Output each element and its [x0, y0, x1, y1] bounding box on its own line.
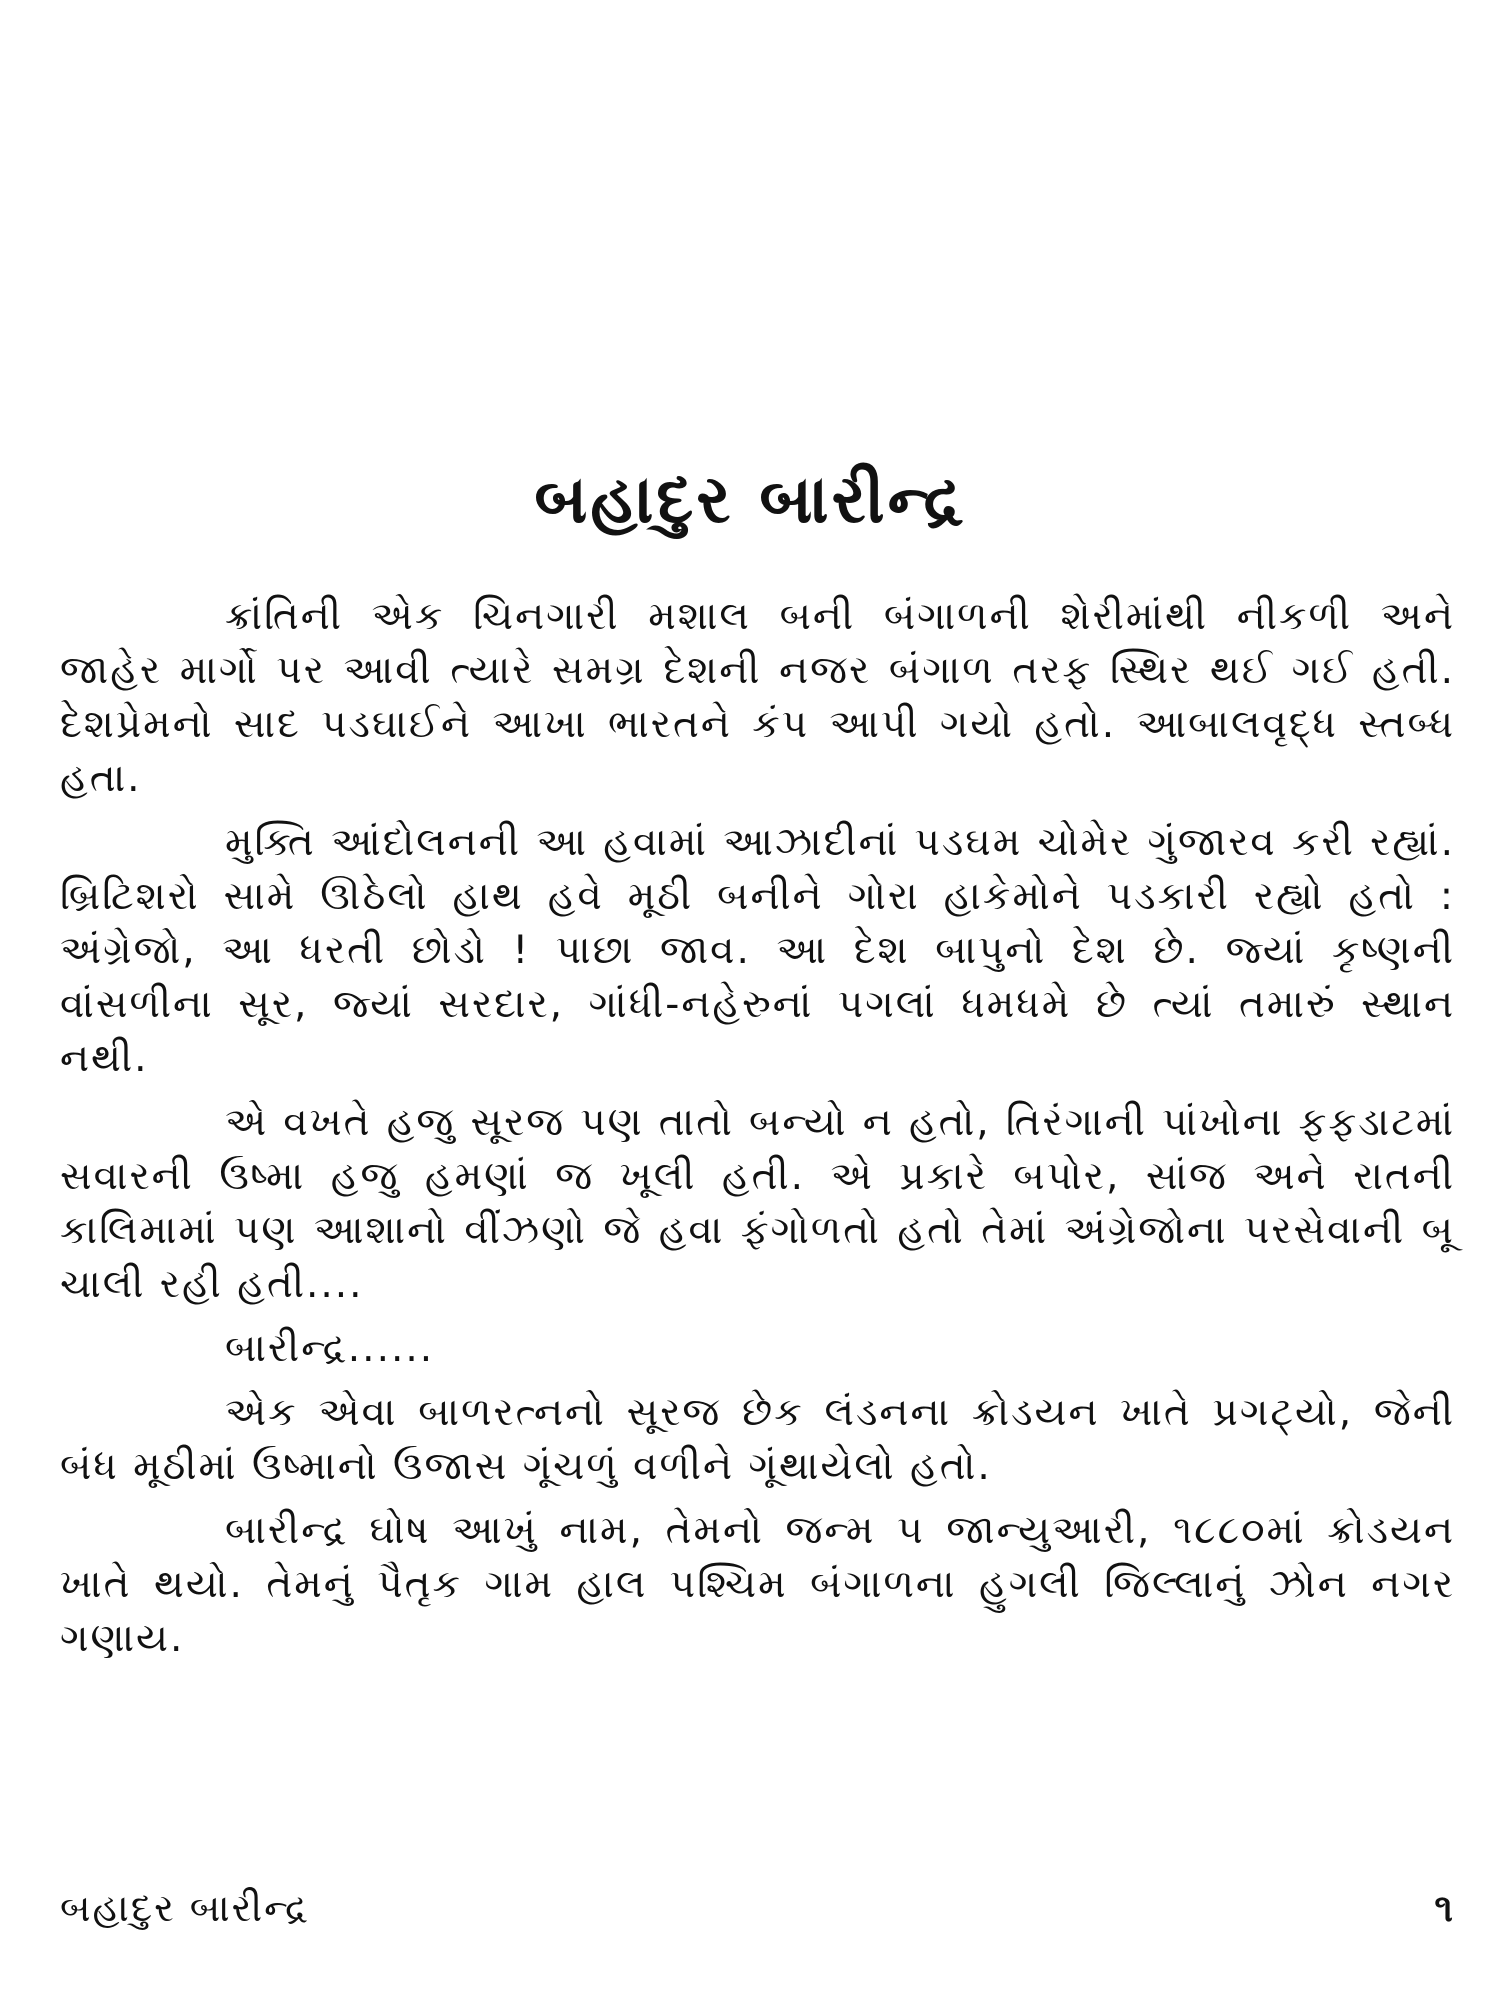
page-number: ૧: [1434, 1886, 1455, 1930]
body-text: [60, 590, 1455, 1666]
paragraph: ક્રાંતિની એક ચિનગારી મશાલ બની બંગાળની શેરીમાંથી નીકળી અને જાહેર માર્ગો પર આવી ત્યારે સમગ્ર દેશની નજર બંગાળ તરફ સ્થિર થઈ ગઈ હતી. દેશપ્રેમનો સાદ પડઘાઈને આખા ભારતને કંપ આપી ગયો હતો. આબાલવૃદ્ધ સ્તબ્ધ હતા.: [60, 594, 1455, 801]
chapter-title: બહાદુર બારીન્દ્ર: [534, 461, 966, 538]
footer-book-title: બહાદુર બારીન્દ્ર: [60, 1886, 310, 1930]
paragraph: એક એવા બાળરત્નનો સૂરજ છેક લંડનના ક્રોડયન ખાતે પ્રગટ્યો, જેની બંધ મૂઠીમાં ઉષ્માનો ઉજાસ ગૂંચળું વળીને ગૂંથાયેલો હતો.: [60, 1390, 1455, 1489]
paragraph: બારીન્દ્ર ઘોષ આખું નામ, તેમનો જન્મ ૫ જાન્યુઆરી, ૧૮૮૦માં ક્રોડયન ખાતે થયો. તેમનું પૈતૃક ગામ હાલ પશ્ચિમ બંગાળના હુગલી જિલ્લાનું ઝોન નગર ગણાય.: [60, 1508, 1455, 1661]
page-footer: [60, 1878, 1455, 1938]
paragraph: એ વખતે હજુ સૂરજ પણ તાતો બન્યો ન હતો, તિરંગાની પાંખોના ફફડાટમાં સવારની ઉષ્મા હજુ હમણાં જ ખૂલી હતી. એ પ્રકારે બપોર, સાંજ અને રાતની કાલિમામાં પણ આશાનો વીંઝણો જે હવા ફંગોળતો હતો તેમાં અંગ્રેજોના પરસેવાની બૂ ચાલી રહી હતી....: [60, 1100, 1455, 1307]
paragraph: મુક્તિ આંદોલનની આ હવામાં આઝાદીનાં પડઘમ ચોમેર ગુંજારવ કરી રહ્યાં. બ્રિટિશરો સામે ઊઠેલો હાથ હવે મૂઠી બનીને ગોરા હાકેમોને પડકારી રહ્યો હતો : અંગ્રેજો, આ ધરતી છોડો ! પાછા જાવ. આ દેશ બાપુનો દેશ છે. જ્યાં કૃષ્ણની વાંસળીના સૂર, જ્યાં સરદાર, ગાંધી-નહેરુનાં પગલાં ધમધમે છે ત્યાં તમારું સ્થાન નથી.: [60, 820, 1455, 1081]
paragraph: બારીન્દ્ર......: [225, 1326, 435, 1371]
